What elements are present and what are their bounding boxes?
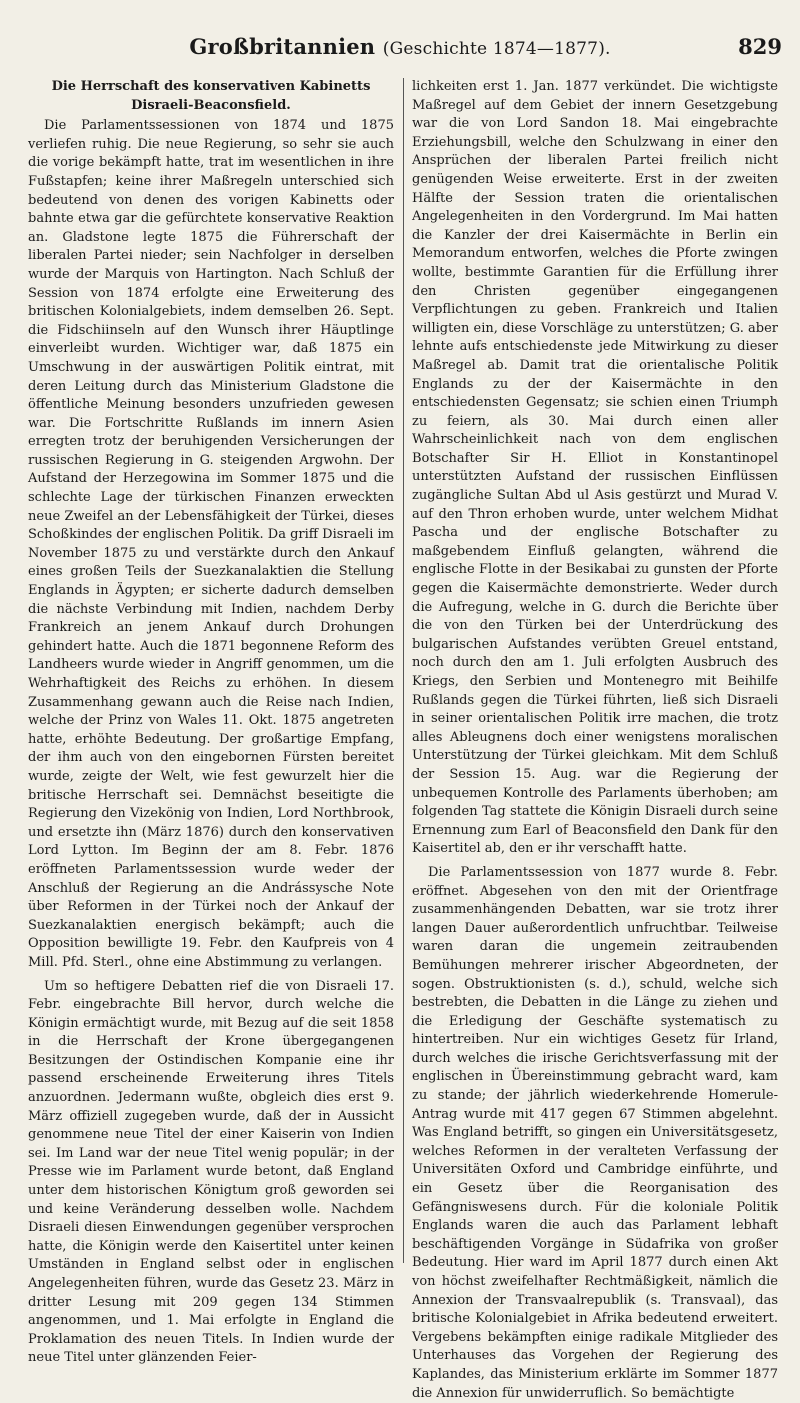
left-column [28,78,394,1366]
page-subtitle: (Geschichte 1874—1877). [382,39,611,59]
column-divider [403,78,404,1263]
running-title [0,34,800,59]
section-heading: Die Herrschaft des konservativen Kabinetts Disraeli-Beaconsfield. [51,79,371,113]
right-column [412,78,778,1401]
paragraph: Um so heftigere Debatten rief die von Disraeli 17. Febr. eingebrachte Bill hervor, durch welche die Königin ermächtigt wurde, mit Bezug auf die seit 1858 in die Herrschaft der Krone übergegangenen Besitzungen der Ostindischen Kompanie eine ihr passend erscheinende Erweiterung ihres Titels anzuordnen. Jedermann wußte, obgleich dies erst 9. März offiziell zugegeben wurde, daß der in Aussicht genommene neue Titel der einer Kaiserin von Indien sei. Im Land war der neue Titel wenig populär; in der Presse wie im Parlament wurde betont, daß England unter dem historischen Königtum groß geworden sei und keine Veränderung desselben wolle. Nachdem Disraeli diesen Einwendungen gegenüber versprochen hatte, die Königin werde den Kaisertitel unter keinen Umständen in England selbst oder in englischen Angelegenheiten führen, wurde das Gesetz 23. März in dritter Lesung mit 209 gegen 134 Stimmen angenommen, und 1. Mai erfolgte in England die Proklamation des neuen Titels. In Indien wurde der neue Titel unter glänzenden Feier- [28,978,394,1366]
paragraph: Die Parlamentssessionen von 1874 und 1875 verliefen ruhig. Die neue Regierung, so sehr sie auch die vorige bekämpft hatte, trat im wesentlichen in ihre Fußstapfen; keine ihrer Maßregeln unterschied sich bedeutend von denen des vorigen Kabinetts oder bahnte etwa gar die gefürchtete konservative Reaktion an. Gladstone legte 1875 die Führerschaft der liberalen Partei nieder; sein Nachfolger in derselben wurde der Marquis von Hartington. Nach Schluß der Session von 1874 erfolgte eine Erweiterung des britischen Kolonialgebiets, indem demselben 26. Sept. die Fidschiinseln auf den Wunsch ihrer Häuptlinge einverleibt wurden. Wichtiger war, daß 1875 ein Umschwung in der auswärtigen Politik eintrat, mit deren Leitung durch das Ministerium Gladstone die öffentliche Meinung besonders unzufrieden gewesen war. Die Fortschritte Rußlands im innern Asien erregten trotz der beruhigenden Versicherungen der russischen Regierung in G. steigenden Argwohn. Der Aufstand der Herzegowina im Sommer 1875 und die schlechte Lage der türkischen Finanzen erweckten neue Zweifel an der Lebensfähigkeit der Türkei, dieses Schoßkindes der englischen Politik. Da griff Disraeli im November 1875 zu und verstärkte durch den Ankauf eines großen Teils der Suezkanalaktien die Stellung Englands in Ägypten; er sicherte dadurch demselben die nächste Verbindung mit Indien, nachdem Derby Frankreich an jenem Ankauf durch Drohungen gehindert hatte. Auch die 1871 begonnene Reform des Landheers wurde wieder in Angriff genommen, um die Wehrhaftigkeit des Reichs zu erhöhen. In diesem Zusammenhang gewann auch die Reise nach Indien, welche der Prinz von Wales 11. Okt. 1875 angetreten hatte, erhöhte Bedeutung. Der großartige Empfang, der ihm auch von den eingebornen Fürsten bereitet wurde, zeigte der Welt, wie fest gewurzelt hier die britische Herrschaft sei. Demnächst beseitigte die Regierung den Vizekönig von Indien, Lord Northbrook, und ersetzte ihn (März 1876) durch den konservativen Lord Lytton. Im Beginn der am 8. Febr. 1876 eröffneten Parlamentssession wurde weder der Anschluß der Regierung an die Andrássysche Note über Reformen in der Türkei noch der Ankauf der Suezkanalaktien energisch bekämpft; auch die Opposition bewilligte 19. Febr. den Kaufpreis von 4 Mill. Pfd. Sterl., ohne eine Abstimmung zu verlangen. [28,118,394,970]
page-number: 829 [738,34,782,59]
page-title: Großbritannien [189,34,376,59]
paragraph: Die Parlamentssession von 1877 wurde 8. Febr. eröffnet. Abgesehen von den mit der Orientfrage zusammenhängenden Debatten, war sie trotz ihrer langen Dauer außerordentlich unfruchtbar. Teilweise waren daran die ungemein zeitraubenden Bemühungen mehrerer irischer Abgeordneten, der sogen. Obstruktionisten (s. d.), schuld, welche sich bestrebten, die Debatten in die Länge zu ziehen und die Erledigung der Geschäfte systematisch zu hintertreiben. Nur ein wichtiges Gesetz für Irland, durch welches die irische Gerichtsverfassung mit der englischen in Übereinstimmung gebracht ward, kam zu stande; der jährlich wiederkehrende Homerule-Antrag wurde mit 417 gegen 67 Stimmen abgelehnt. Was England betrifft, so gingen ein Universitätsgesetz, welches Reformen in der veralteten Verfassung der Universitäten Oxford und Cambridge einführte, und ein Gesetz über die Reorganisation des Gefängniswesens durch. Für die koloniale Politik Englands waren die auch das Parlament lebhaft beschäftigenden Vorgänge in Südafrika von großer Bedeutung. Hier ward im April 1877 durch einen Akt von höchst zweifelhafter Rechtmäßigkeit, nämlich die Annexion der Transvaalrepublik (s. Transvaal), das britische Kolonialgebiet in Afrika bedeutend erweitert. Vergebens bekämpften einige radikale Mitglieder des Unterhauses das Vorgehen der Regierung des Kaplandes, das Ministerium erklärte im Sommer 1877 die Annexion für unwiderruflich. So bemächtigte [412,864,778,1401]
paragraph: lichkeiten erst 1. Jan. 1877 verkündet. Die wichtigste Maßregel auf dem Gebiet der innern Gesetzgebung war die von Lord Sandon 18. Mai eingebrachte Erziehungsbill, welche den Schulzwang in einer den Ansprüchen der liberalen Partei freilich nicht genügenden Weise erweiterte. Erst in der zweiten Hälfte der Session traten die orientalischen Angelegenheiten in den Vordergrund. Im Mai hatten die Kanzler der drei Kaisermächte in Berlin ein Memorandum entworfen, welches die Pforte zwingen wollte, bestimmte Garantien für die Erfüllung ihrer den Christen gegenüber eingegangenen Verpflichtungen zu geben. Frankreich und Italien willigten ein, diese Vorschläge zu unterstützen; G. aber lehnte aufs entschiedenste jede Mitwirkung zu dieser Maßregel ab. Damit trat die orientalische Politik Englands zu der der Kaisermächte in den entschiedensten Gegensatz; sie schien einen Triumph zu feiern, als 30. Mai durch einen aller Wahrscheinlichkeit nach von dem englischen Botschafter Sir H. Elliot in Konstantinopel unterstützten Aufstand der russischen Einflüssen zugängliche Sultan Abd ul Asis gestürzt und Murad V. auf den Thron erhoben wurde, unter welchem Midhat Pascha und der englische Botschafter zu maßgebendem Einfluß gelangten, während die englische Flotte in der Besikabai zu gunsten der Pforte gegen die Kaisermächte demonstrierte. Weder durch die Aufregung, welche in G. durch die Berichte über die von den Türken bei der Unterdrückung des bulgarischen Aufstandes verübten Greuel entstand, noch durch den am 1. Juli erfolgten Ausbruch des Kriegs, den Serbien und Montenegro mit Beihilfe Rußlands gegen die Türkei führten, ließ sich Disraeli in seiner orientalischen Politik irre machen, die trotz alles Ableugnens doch einer wenigstens moralischen Unterstützung der Türkei gleichkam. Mit dem Schluß der Session 15. Aug. war die Regierung der unbequemen Kontrolle des Parlaments überhoben; am folgenden Tag stattete die Königin Disraeli durch seine Ernennung zum Earl of Beaconsfield den Dank für den Kaisertitel ab, den er ihr verschafft hatte. [412,79,778,857]
